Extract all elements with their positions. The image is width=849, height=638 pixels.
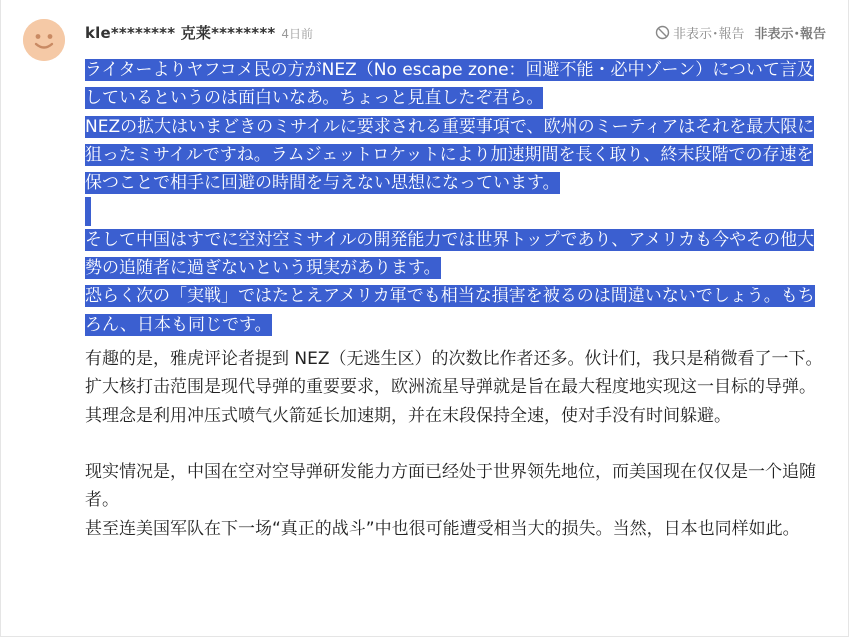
- comment-body-japanese-selected[interactable]: [85, 56, 830, 339]
- block-icon: [655, 25, 670, 40]
- smiley-avatar-icon: [23, 19, 65, 61]
- jp-paragraph-3-text: そして中国はすでに空対空ミサイルの開発能力では世界トップであり、アメリカも今やその他大勢の追随者に過ぎないという現実があります。: [85, 229, 815, 279]
- zh-blank-line: [85, 430, 825, 458]
- jp-paragraph-4: [85, 282, 830, 339]
- posted-time: 4日前: [281, 26, 314, 41]
- zh-paragraph-2: 扩大核打击范围是现代导弹的重要要求，欧洲流星导弹就是旨在最大程度地实现这一目标的导弹。其理念是利用冲压式喷气火箭延长加速期，并在末段保持全速，使对手没有时间躲避。: [85, 377, 816, 426]
- hide-report-label: 非表示･報告: [672, 26, 745, 42]
- jp-blank-line: [85, 197, 830, 225]
- comment-header: [85, 20, 826, 44]
- jp-paragraph-3: [85, 226, 830, 283]
- jp-paragraph-2: [85, 113, 830, 198]
- hide-report-translated-button[interactable]: 非表示･報告: [754, 26, 826, 42]
- comment-body-chinese-translation: [85, 345, 825, 543]
- jp-paragraph-1: [85, 56, 830, 113]
- username[interactable]: kle******** 克莱********: [85, 23, 276, 42]
- zh-paragraph-3: 现实情况是，中国在空对空导弹研发能力方面已经处于世界领先地位，而美国现在仅仅是一个追随者。: [85, 462, 816, 511]
- jp-paragraph-4-text: 恐らく次の「実戦」ではたとえアメリカ軍でも相当な損害を被るのは間違いないでしょう。もちろん、日本も同じです。: [85, 286, 815, 335]
- zh-paragraph-4: 甚至连美国军队在下一场“真正的战斗”中也很可能遭受相当大的损失。当然，日本也同样如此。: [85, 518, 800, 539]
- zh-paragraph-1: 有趣的是，雅虎评论者提到 NEZ（无逃生区）的次数比作者还多。伙计们，我只是稍微看了一下。: [85, 349, 823, 369]
- hide-report-button[interactable]: [655, 23, 745, 42]
- jp-paragraph-1-text: ライターよりヤフコメ民の方がNEZ（No escape zone：回避不能・必中ゾーン）について言及しているというのは面白いなあ。ちょっと見直したぞ君ら。: [85, 60, 814, 109]
- jp-paragraph-2-text: NEZの拡大はいまどきのミサイルに要求される重要事項で、欧州のミーティアはそれを最大限に狙ったミサイルですね。ラムジェットロケットにより加速期間を長く取り、終末段階での存速を保つことで相手に回避の時間を与えない思想になっています。: [85, 116, 815, 194]
